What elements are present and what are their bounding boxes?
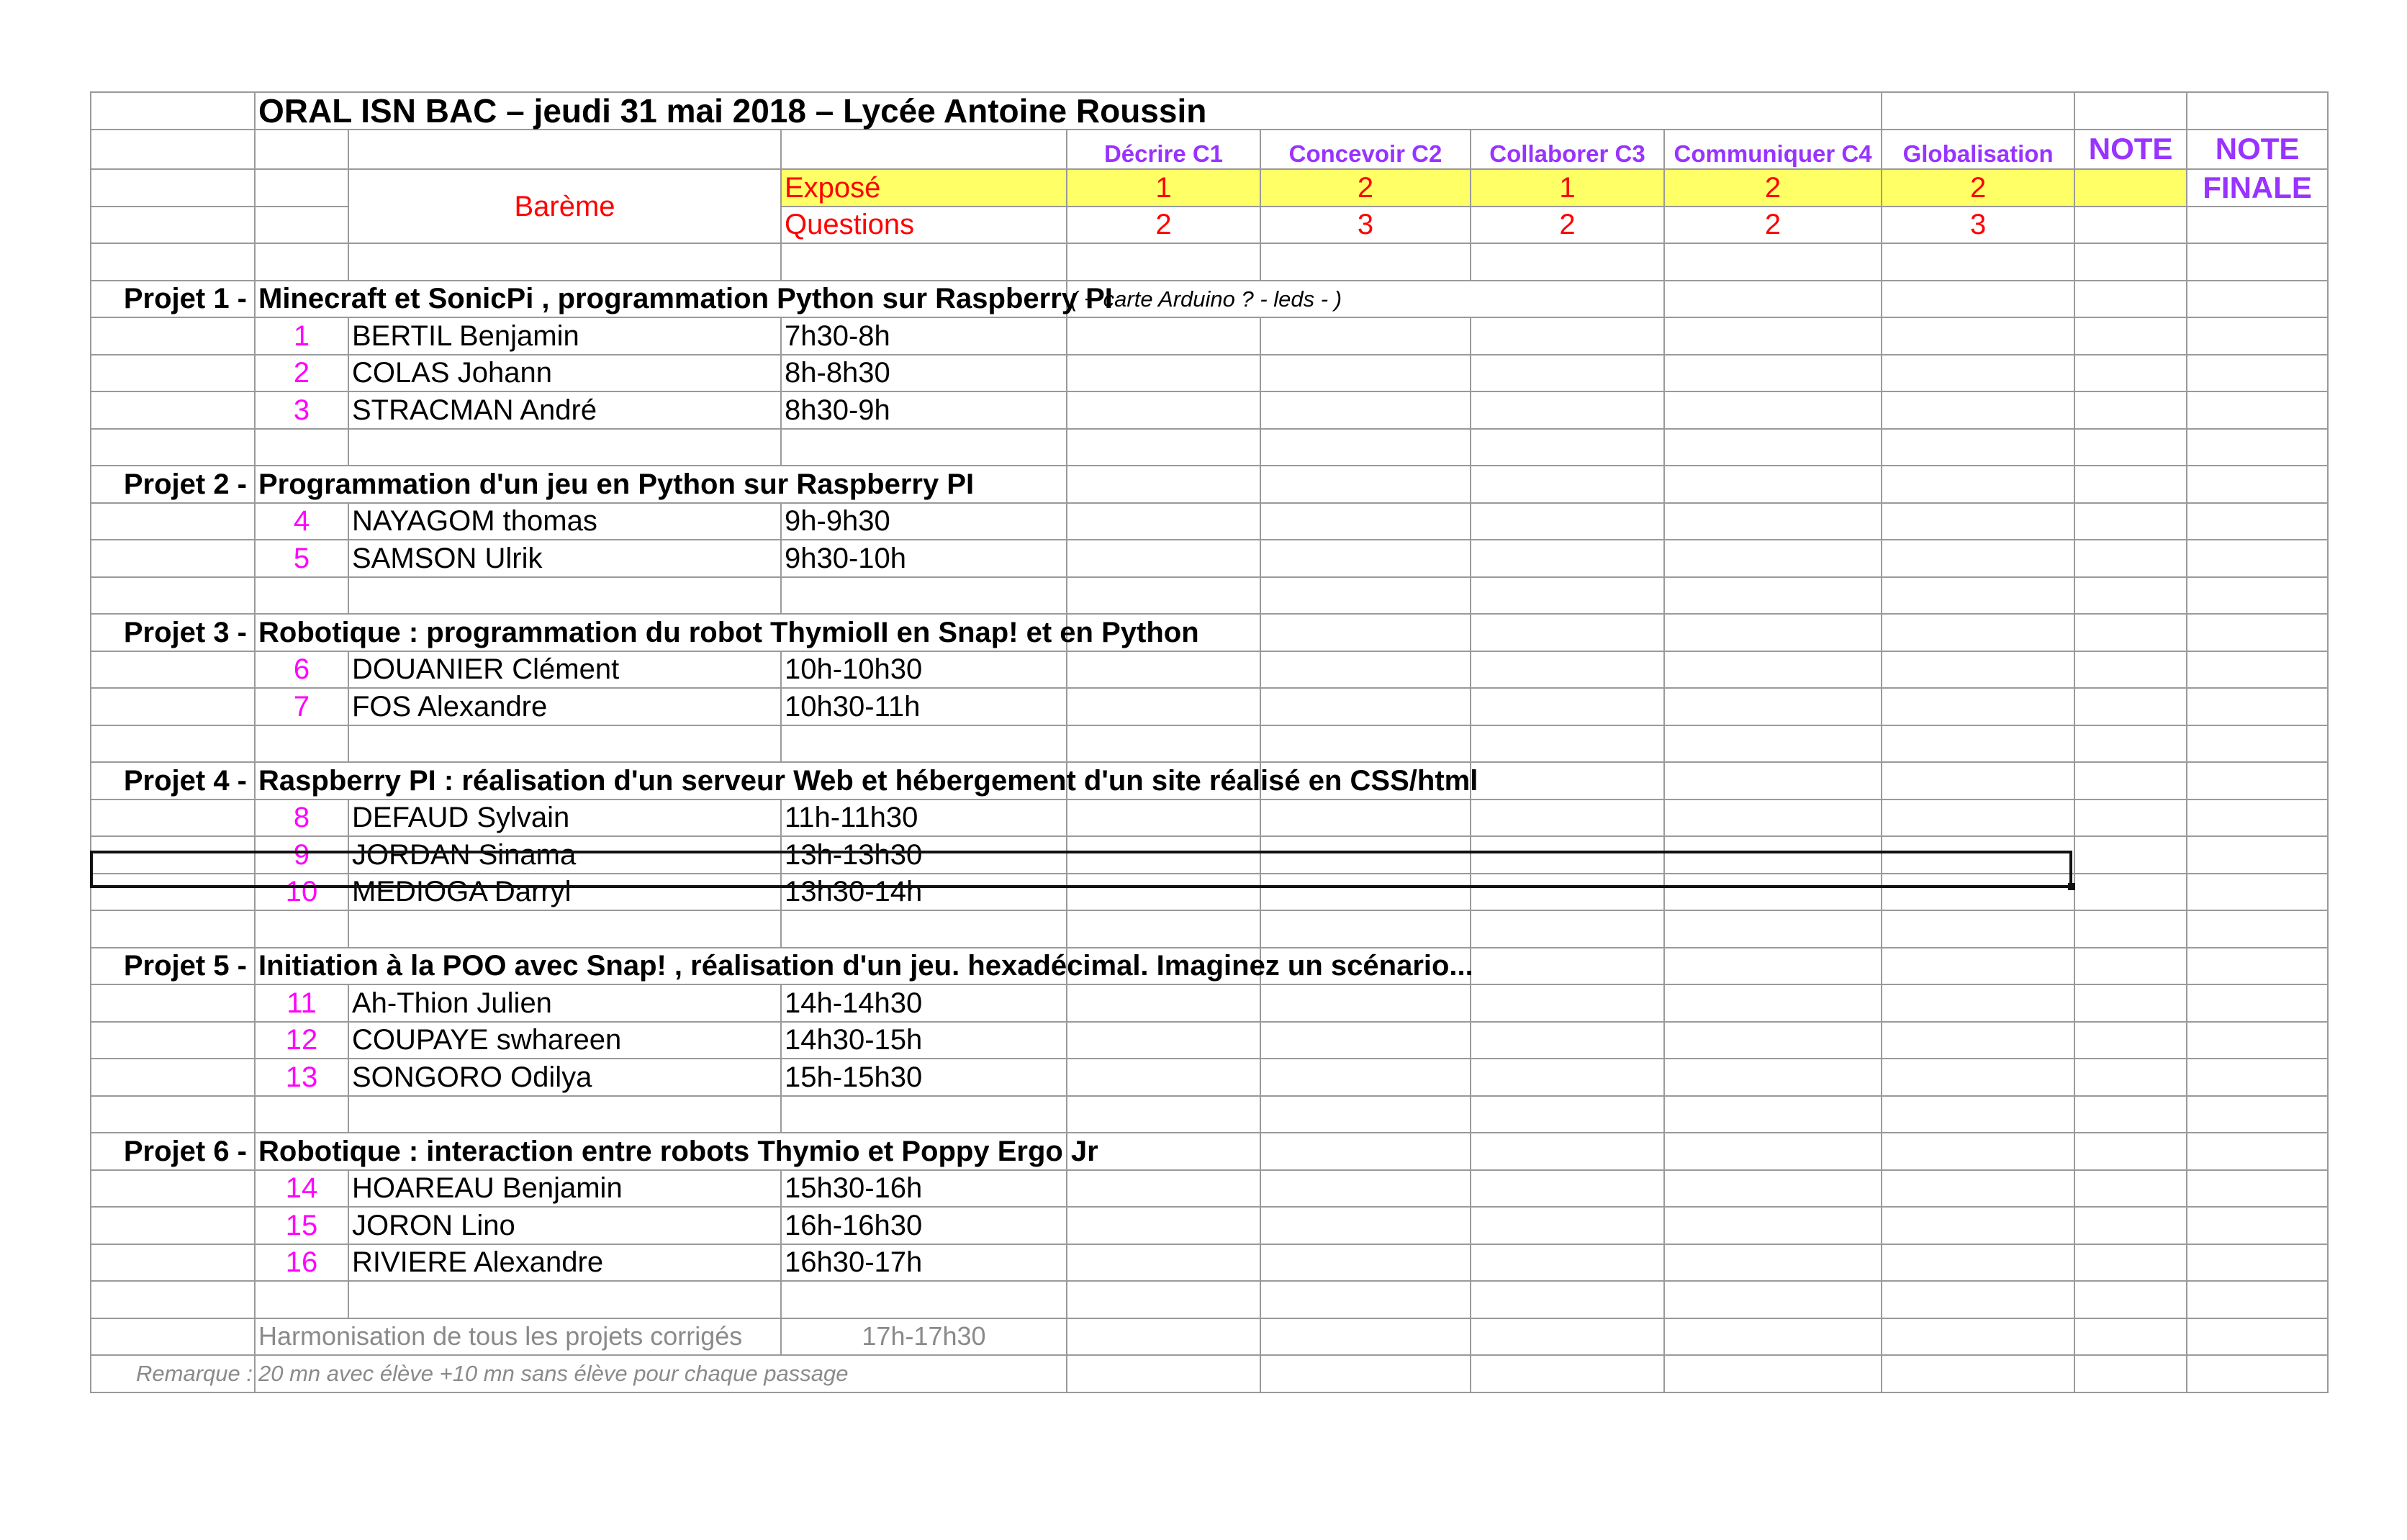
project-header-row xyxy=(91,1133,2328,1170)
student-row xyxy=(91,800,2328,837)
note-finale-header[interactable]: NOTE xyxy=(2187,130,2328,170)
student-number[interactable]: 11 xyxy=(255,984,348,1022)
student-row xyxy=(91,1022,2328,1059)
student-name[interactable]: JORDAN Sinama xyxy=(348,836,781,874)
student-number[interactable]: 13 xyxy=(255,1059,348,1096)
student-row xyxy=(91,1059,2328,1096)
criteria-header-c4[interactable]: Communiquer C4 xyxy=(1664,130,1882,170)
student-time[interactable]: 10h30-11h xyxy=(781,688,1067,725)
remarque-row xyxy=(91,1355,2328,1392)
student-number[interactable]: 8 xyxy=(255,800,348,837)
spreadsheet xyxy=(90,91,2327,1461)
student-time[interactable]: 15h30-16h xyxy=(781,1170,1067,1208)
expose-c3[interactable]: 1 xyxy=(1471,169,1664,207)
project-name[interactable]: Programmation d'un jeu en Python sur Raspberry PI xyxy=(255,466,1067,503)
student-time[interactable]: 11h-11h30 xyxy=(781,800,1067,837)
blank-row xyxy=(91,1281,2328,1318)
project-label[interactable]: Projet 5 - xyxy=(91,948,255,985)
sheet-title[interactable]: ORAL ISN BAC – jeudi 31 mai 2018 – Lycée Antoine Roussin xyxy=(255,92,1882,130)
criteria-header-c1[interactable]: Décrire C1 xyxy=(1067,130,1260,170)
questions-c4[interactable]: 2 xyxy=(1664,207,1882,244)
blank-row xyxy=(91,429,2328,466)
blank-row xyxy=(91,910,2328,948)
remarque-label[interactable]: Remarque : xyxy=(91,1355,255,1392)
student-name[interactable]: DEFAUD Sylvain xyxy=(348,800,781,837)
student-time[interactable]: 14h30-15h xyxy=(781,1022,1067,1059)
bareme-expose-row xyxy=(91,169,2328,207)
expose-globalisation[interactable]: 2 xyxy=(1882,169,2074,207)
student-number[interactable]: 7 xyxy=(255,688,348,725)
note-finale-header-2[interactable]: FINALE xyxy=(2187,169,2328,207)
student-row xyxy=(91,1207,2328,1244)
project-header-row xyxy=(91,466,2328,503)
student-name[interactable]: COLAS Johann xyxy=(348,355,781,392)
title-row xyxy=(91,92,2328,130)
student-row xyxy=(91,317,2328,355)
student-name[interactable]: Ah-Thion Julien xyxy=(348,984,781,1022)
questions-label[interactable]: Questions xyxy=(781,207,1067,244)
student-time[interactable]: 9h-9h30 xyxy=(781,503,1067,540)
blank-row xyxy=(91,243,2328,281)
student-number[interactable]: 6 xyxy=(255,651,348,689)
criteria-header-c2[interactable]: Concevoir C2 xyxy=(1260,130,1471,170)
student-number[interactable]: 12 xyxy=(255,1022,348,1059)
student-row xyxy=(91,355,2328,392)
student-row xyxy=(91,688,2328,725)
harmonisation-label[interactable]: Harmonisation de tous les projets corrigés xyxy=(255,1318,781,1356)
student-number[interactable]: 4 xyxy=(255,503,348,540)
student-name[interactable]: MEDIOGA Darryl xyxy=(348,874,781,911)
project-header-row xyxy=(91,762,2328,800)
selection-fill-handle[interactable] xyxy=(2068,883,2075,890)
student-row xyxy=(91,540,2328,577)
blank-row xyxy=(91,725,2328,763)
student-time[interactable]: 9h30-10h xyxy=(781,540,1067,577)
student-name[interactable]: HOAREAU Benjamin xyxy=(348,1170,781,1208)
student-name[interactable]: SONGORO Odilya xyxy=(348,1059,781,1096)
grid-table xyxy=(90,91,2329,1393)
project-header-row xyxy=(91,614,2328,651)
project-label[interactable]: Projet 2 - xyxy=(91,466,255,503)
student-number[interactable]: 1 xyxy=(255,317,348,355)
questions-globalisation[interactable]: 3 xyxy=(1882,207,2074,244)
student-name[interactable]: BERTIL Benjamin xyxy=(348,317,781,355)
student-number[interactable]: 3 xyxy=(255,391,348,429)
student-row xyxy=(91,1244,2328,1282)
project-header-row xyxy=(91,948,2328,985)
project-name[interactable]: Robotique : interaction entre robots Thymio et Poppy Ergo Jr xyxy=(255,1133,1067,1170)
student-row xyxy=(91,391,2328,429)
note-header[interactable]: NOTE xyxy=(2074,130,2187,170)
student-name[interactable]: COUPAYE swhareen xyxy=(348,1022,781,1059)
expose-c1[interactable]: 1 xyxy=(1067,169,1260,207)
student-name[interactable]: RIVIERE Alexandre xyxy=(348,1244,781,1282)
project-name[interactable]: Initiation à la POO avec Snap! , réalisation d'un jeu. hexadécimal. Imaginez un scénario... xyxy=(255,948,1067,985)
student-name[interactable]: STRACMAN André xyxy=(348,391,781,429)
project-label[interactable]: Projet 4 - xyxy=(91,762,255,800)
student-time[interactable]: 8h-8h30 xyxy=(781,355,1067,392)
criteria-header-row xyxy=(91,130,2328,170)
student-time[interactable]: 7h30-8h xyxy=(781,317,1067,355)
blank-row xyxy=(91,577,2328,615)
student-number[interactable]: 5 xyxy=(255,540,348,577)
student-row xyxy=(91,874,2328,911)
student-name[interactable]: DOUANIER Clément xyxy=(348,651,781,689)
project-header-row xyxy=(91,281,2328,318)
bareme-label[interactable]: Barème xyxy=(348,169,781,243)
student-time[interactable]: 13h30-14h xyxy=(781,874,1067,911)
student-time[interactable]: 10h-10h30 xyxy=(781,651,1067,689)
project-name[interactable]: Robotique : programmation du robot ThymioII en Snap! et en Python xyxy=(255,614,1067,651)
student-number[interactable]: 14 xyxy=(255,1170,348,1208)
questions-c1[interactable]: 2 xyxy=(1067,207,1260,244)
project-name[interactable]: Raspberry PI : réalisation d'un serveur Web et hébergement d'un site réalisé en CSS/html xyxy=(255,762,1067,800)
questions-c2[interactable]: 3 xyxy=(1260,207,1471,244)
student-time[interactable]: 14h-14h30 xyxy=(781,984,1067,1022)
student-row xyxy=(91,984,2328,1022)
expose-label[interactable]: Exposé xyxy=(781,169,1067,207)
harmonisation-time[interactable]: 17h-17h30 xyxy=(781,1318,1067,1356)
student-name[interactable]: FOS Alexandre xyxy=(348,688,781,725)
blank-row xyxy=(91,1096,2328,1133)
project-name[interactable]: Minecraft et SonicPi , programmation Python sur Raspberry PI xyxy=(255,281,1067,318)
student-row xyxy=(91,503,2328,540)
student-name[interactable]: JORON Lino xyxy=(348,1207,781,1244)
student-time[interactable]: 16h-16h30 xyxy=(781,1207,1067,1244)
student-number[interactable]: 9 xyxy=(255,836,348,874)
student-number[interactable]: 15 xyxy=(255,1207,348,1244)
student-number[interactable]: 16 xyxy=(255,1244,348,1282)
harmonisation-row xyxy=(91,1318,2328,1356)
student-time[interactable]: 15h-15h30 xyxy=(781,1059,1067,1096)
expose-c4[interactable]: 2 xyxy=(1664,169,1882,207)
student-row xyxy=(91,836,2328,874)
project-note[interactable]: ( + carte Arduino ? - leds - ) xyxy=(1067,281,1664,318)
student-time[interactable]: 13h-13h30 xyxy=(781,836,1067,874)
student-row xyxy=(91,1170,2328,1208)
student-number[interactable]: 2 xyxy=(255,355,348,392)
criteria-header-globalisation[interactable]: Globalisation xyxy=(1882,130,2074,170)
student-row xyxy=(91,651,2328,689)
expose-c2[interactable]: 2 xyxy=(1260,169,1471,207)
project-label[interactable]: Projet 3 - xyxy=(91,614,255,651)
questions-c3[interactable]: 2 xyxy=(1471,207,1664,244)
student-name[interactable]: SAMSON Ulrik xyxy=(348,540,781,577)
student-name[interactable]: NAYAGOM thomas xyxy=(348,503,781,540)
student-time[interactable]: 16h30-17h xyxy=(781,1244,1067,1282)
project-label[interactable]: Projet 6 - xyxy=(91,1133,255,1170)
project-label[interactable]: Projet 1 - xyxy=(91,281,255,318)
student-time[interactable]: 8h30-9h xyxy=(781,391,1067,429)
remarque-text[interactable]: 20 mn avec élève +10 mn sans élève pour chaque passage xyxy=(255,1355,1067,1392)
student-number[interactable]: 10 xyxy=(255,874,348,911)
criteria-header-c3[interactable]: Collaborer C3 xyxy=(1471,130,1664,170)
